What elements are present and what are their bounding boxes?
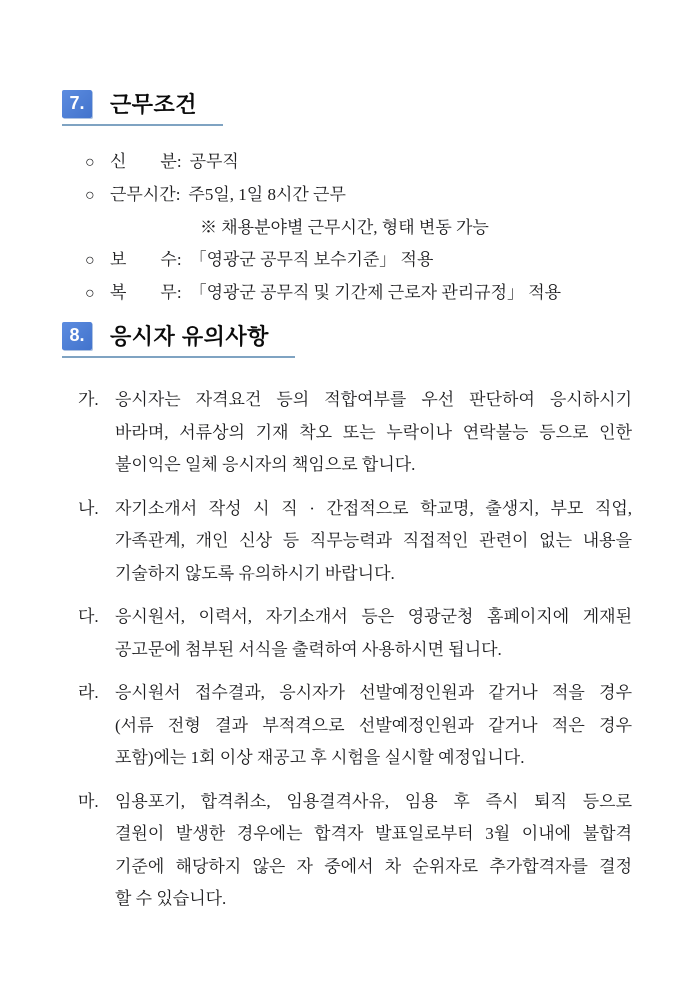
section-working-conditions [62,88,632,304]
notice-paragraph [78,786,632,916]
condition-item [85,185,632,206]
section-7-items [85,152,632,304]
condition-note: ※ 채용분야별 근무시간, 형태 변동 가능 [200,218,489,237]
paragraph-marker: 나. [78,498,99,518]
paragraph-line: 응시원서 접수결과, 응시자가 선발예정인원과 같거나 적을 경우 [115,683,632,702]
section-8-number-badge: 8. [62,322,92,350]
condition-label: 복 무: [110,283,182,302]
paragraph-line: 결원이 발생한 경우에는 합격자 발표일로부터 3월 이내에 불합격 [115,824,632,843]
paragraph-line: 자기소개서 작성 시 직 · 간접적으로 학교명, 출생지, 부모 직업, [115,498,632,518]
circle-bullet-icon: ○ [85,154,95,171]
section-8-paragraphs [78,384,632,916]
paragraph-lines [115,384,632,482]
condition-value: 「영광군 공무직 보수기준」 적용 [189,250,434,269]
condition-label: 보 수: [110,250,182,269]
notice-paragraph [78,677,632,775]
paragraph-lines [115,493,632,591]
notice-paragraph [78,601,632,666]
section-applicant-notes [62,320,632,916]
notice-paragraph [78,493,632,591]
paragraph-line: 응시원서, 이력서, 자기소개서 등은 영광군청 홈페이지에 게재된 [115,607,632,626]
condition-value: 「영광군 공무직 및 기간제 근로자 관리규정」 적용 [189,283,562,302]
paragraph-line: (서류 전형 결과 부적격으로 선발예정인원과 같거나 적은 경우 [115,715,632,735]
condition-label: 근무시간: [110,185,181,204]
section-7-heading [62,88,223,126]
paragraph-line: 바라며, 서류상의 기재 착오 또는 누락이나 연락불능 등으로 인한 [115,422,632,442]
condition-item [85,283,632,304]
paragraph-line: 포함)에는 1회 이상 재공고 후 시험을 실시할 예정입니다. [115,748,525,767]
paragraph-marker: 라. [78,683,99,702]
circle-bullet-icon: ○ [85,285,95,302]
paragraph-line: 임용포기, 합격취소, 임용결격사유, 임용 후 즉시 퇴직 등으로 [115,791,632,811]
section-7-number-badge: 7. [62,90,92,118]
paragraph-marker: 가. [78,390,99,409]
paragraph-line: 응시자는 자격요건 등의 적합여부를 우선 판단하여 응시하시기 [115,390,632,409]
condition-item [85,152,632,173]
notice-paragraph [78,384,632,482]
paragraph-marker: 다. [78,607,99,626]
paragraph-lines [115,786,632,916]
section-8-title: 응시자 유의사항 [110,324,269,349]
circle-bullet-icon: ○ [85,187,95,204]
section-7-title: 근무조건 [110,92,198,117]
paragraph-lines [115,601,632,666]
paragraph-line: 기준에 해당하지 않은 자 중에서 차 순위자로 추가합격자를 결정 [115,856,632,876]
paragraph-line: 가족관계, 개인 신상 등 직무능력과 직접적인 관련이 없는 내용을 [115,531,632,550]
paragraph-marker: 마. [78,791,99,811]
paragraph-lines [115,677,632,775]
paragraph-line: 기술하지 않도록 유의하시기 바랍니다. [115,563,395,583]
condition-item [85,250,632,271]
condition-label: 신 분: [110,152,182,171]
paragraph-line: 할 수 있습니다. [115,889,227,908]
condition-value: 주5일, 1일 8시간 근무 [188,185,346,204]
paragraph-line: 공고문에 첨부된 서식을 출력하여 사용하시면 됩니다. [115,639,502,659]
condition-value: 공무직 [189,152,239,171]
circle-bullet-icon: ○ [85,252,95,269]
section-8-heading [62,320,295,358]
paragraph-line: 불이익은 일체 응시자의 책임으로 합니다. [115,455,416,474]
